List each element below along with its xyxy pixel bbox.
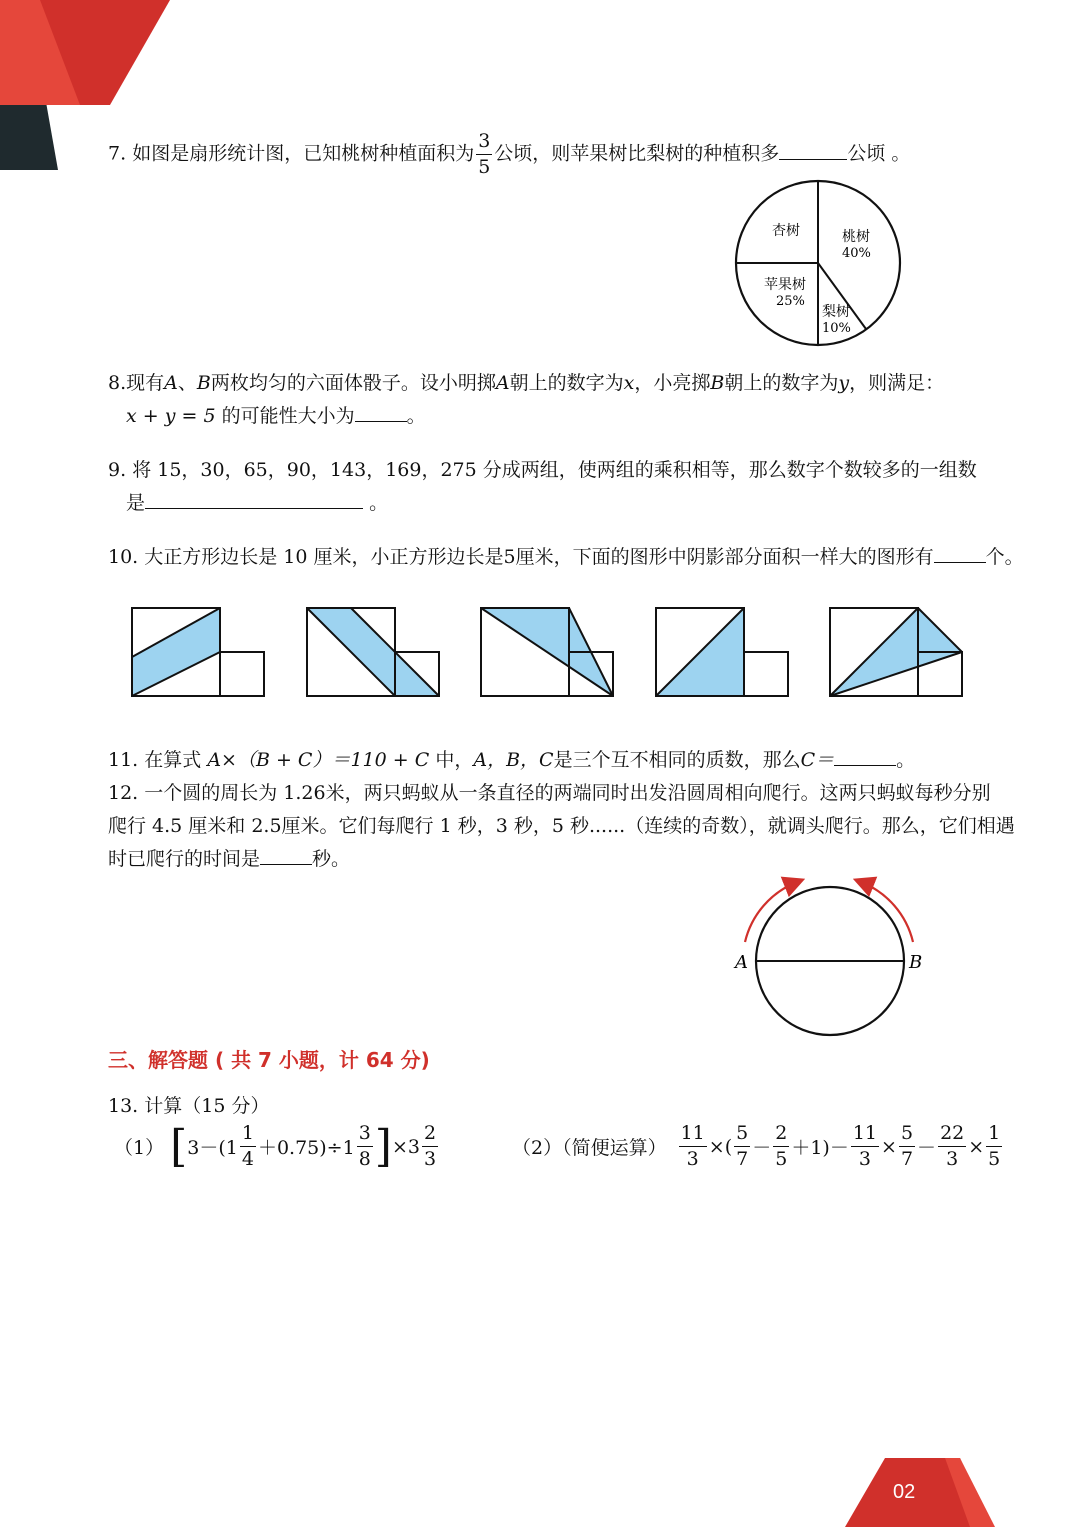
pie-chart [730,176,910,352]
q10-figure-5 [830,608,962,696]
pie-label-apple: 苹果树 [764,277,806,293]
question-12-line3 [108,843,350,875]
q9-number: 9. [108,459,127,481]
question-11 [108,744,915,776]
q12-arrow-right [861,882,913,942]
q13-p1-label: （1） [114,1137,165,1159]
q8-text: ，小亮掷 [634,372,711,394]
q10-figure-4 [656,608,788,696]
q11-vars: A，B，C [473,749,554,771]
q10-text: 个。 [985,546,1024,568]
q9-text: 将 15，30，65，90，143，169，275 分成两组，使两组的乘积相等，那么数字个数较多的一组数 [132,459,977,481]
q7-text-a: 如图是扇形统计图，已知桃树种植面积为 [132,142,475,165]
section-3-title: 三、解答题 ( 共 7 小题，计 64 分) [108,1048,430,1072]
question-9 [108,454,977,486]
q11-number: 11. [108,749,139,771]
q11-answer-blank [834,747,896,766]
pie-pct-apple: 25% [776,294,805,309]
pie-label-peach: 桃树 [842,229,870,245]
pie-pct-peach: 40% [842,246,871,261]
q13-part-2: （2）（简便运算） $\frac{11}{3}$ ×( $\frac{5}{7}$ － $\frac{2}{5}$ ＋1)－ $\frac{11}{3}$ × $\frac{5}{7}$ － $\frac{22}{3}$ × $\frac{1}{5}$ [512,1122,1001,1170]
q13-part-1: （1） [ 3－(1 $\frac{1}{4}$ ＋0.75)÷1 $\frac{3}{8}$ ] ×3 $\frac{2}{3}$ [114,1120,437,1172]
q10-number: 10. [108,546,139,568]
q12-text: 时已爬行的时间是 [108,848,261,870]
q10-figure-1 [132,608,264,696]
q8-text: 、 [177,372,197,394]
q9-answer-blank [145,490,363,509]
q9-text: 。 [369,492,389,514]
pie-label-pear: 梨树 [822,304,850,320]
q8-equation: x + y = 5 [126,405,216,427]
q8-text: 的可能性大小为 [221,405,355,427]
q12-number: 12. [108,782,139,804]
q8-number: 8. [108,372,127,394]
q8-answer-blank [355,403,407,422]
q9-text: 是 [126,492,146,514]
q10-figures [125,600,975,705]
question-7 [108,132,910,177]
q12-text: 一个圆的周长为 1.26米，两只蚂蚁从一条直径的两端同时出发沿圆周相向爬行。这两只蚂蚁每秒分别 [144,782,991,804]
q12-label-a: A [735,952,748,973]
q10-figure-2 [307,608,439,696]
question-8 [108,367,944,399]
q12-text: 爬行 4.5 厘米和 2.5厘米。它们每爬行 1 秒，3 秒，5 秒......（连续的奇数），就调头爬行。那么，它们相遇 [108,815,1015,837]
question-9-line2 [126,487,388,519]
q8-text: ，则满足： [849,372,945,394]
q12-label-b: B [909,952,923,973]
pie-pct-pear: 10% [822,321,851,336]
q10-answer-blank [934,544,986,563]
q7-fraction: $\frac{3}{5}$ [478,130,491,178]
page-number: 02 [893,1481,916,1503]
question-13-header: 13. 计算（15 分） [108,1095,270,1117]
q8-var-x: x [623,372,635,394]
q12-arrow-left [745,882,797,942]
q7-text-b: 公顷，则苹果树比梨树的种植积多 [494,142,780,165]
q7-number: 7. [108,142,127,165]
q8-text: 两枚均匀的六面体骰子。设小明掷 [210,372,496,394]
q8-var-b: B [710,372,725,394]
q8-var-y: y [838,372,850,394]
q13-p2-label: （2）（简便运算） [512,1137,667,1159]
question-12-line2 [108,810,1015,842]
q8-text: 朝上的数字为 [509,372,624,394]
q7-text-c: 公顷 。 [847,142,911,165]
q8-text: 朝上的数字为 [724,372,839,394]
question-10 [108,541,1024,573]
pie-label-apricot: 杏树 [772,223,800,239]
q11-text: 是三个互不相同的质数，那么 [553,749,801,771]
q10-text: 大正方形边长是 10 厘米，小正方形边长是5厘米，下面的图形中阴影部分面积一样大的图形有 [144,546,934,568]
q11-ask: C＝ [800,749,835,771]
page-number-badge [845,1458,1005,1527]
q12-text: 秒。 [312,848,351,870]
q12-answer-blank [260,846,312,865]
q11-expression: A×（B + C）＝110 + C [207,749,430,771]
q12-circle-diagram [725,870,935,1040]
q11-text: 中， [435,749,474,771]
q7-answer-blank [779,141,847,160]
q8-text: 。 [406,405,426,427]
question-8-line2 [126,400,426,432]
q11-text: 在算式 [144,749,202,771]
q8-var-a: A [164,372,178,394]
q10-figure-3 [481,608,613,696]
q8-var-b: B [196,372,211,394]
q11-text: 。 [896,749,916,771]
q8-text: 现有 [126,372,165,394]
q8-var-a: A [495,372,510,394]
question-12 [108,777,991,809]
